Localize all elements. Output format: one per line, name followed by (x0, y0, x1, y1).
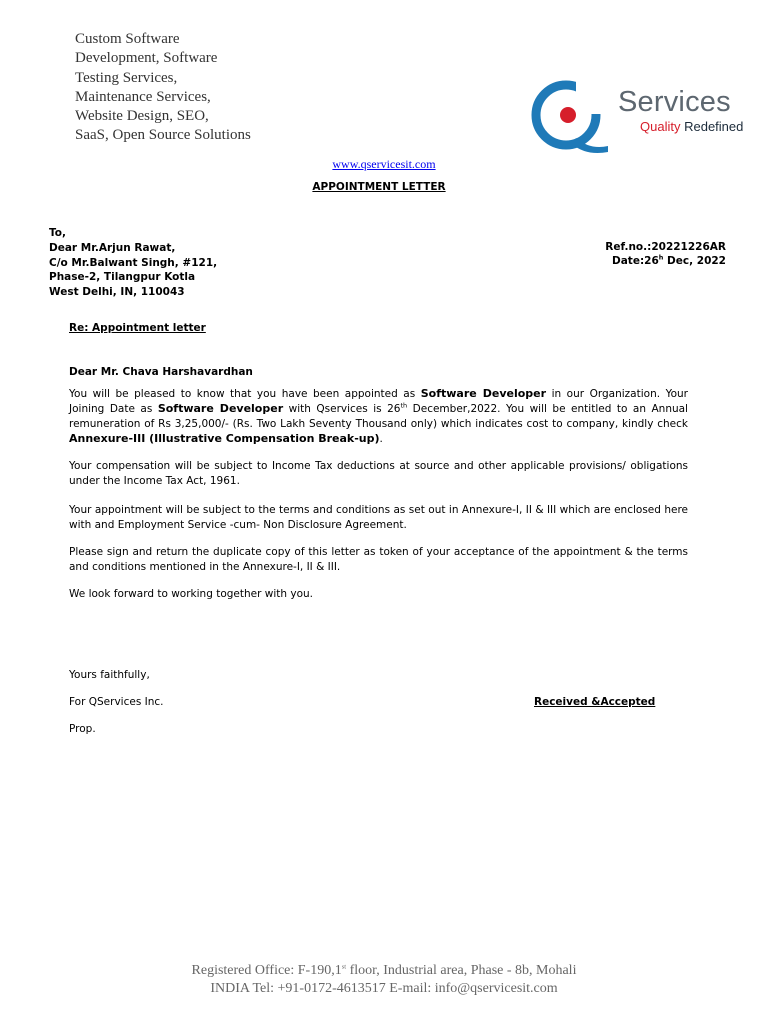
logo-tag-quality: Quality (640, 119, 681, 134)
body-paragraph-1 (69, 387, 688, 447)
recipient-address-line: Phase-2, Tilangpur Kotla (49, 271, 196, 283)
subject-line: Re: Appointment letter (69, 322, 206, 334)
body-paragraph-4: Please sign and return the duplicate copy of this letter as token of your acceptance of the appointment & the terms and conditions mentioned in the Annexure-I, II & III. (69, 546, 688, 573)
footer-sup: st (341, 963, 347, 971)
services-line: SaaS, Open Source Solutions (75, 127, 251, 144)
role-highlight: Software Developer (157, 401, 284, 415)
body-paragraph-2: Your compensation will be subject to Income Tax deductions at source and other applicable provisions/ obligations under the Income Tax Act, 1961. (69, 460, 688, 487)
role-highlight: Software Developer (420, 387, 547, 400)
body-paragraph-3: Your appointment will be subject to the terms and conditions as set out in Annexure-I, II & III which are enclosed here with and Employment Service -cum- Non Disclosure Agreement. (69, 504, 688, 531)
logo-tag-redefined: Redefined (684, 119, 744, 134)
ordinal-sup: th (400, 401, 408, 410)
footer-text: floor, Industrial area, Phase - 8b, Mohali (346, 963, 577, 978)
footer-line-1 (0, 962, 768, 980)
company-logo (528, 78, 758, 156)
text-run: December,2022. You will be entitled to an Annual remuneration of Rs 3,25,000/- (Rs. Two Lakh Seventy Thousand only) which indicates cost to company, kindly check (69, 402, 688, 430)
recipient-address-line: West Delhi, IN, 110043 (49, 286, 185, 298)
text-run: . (379, 432, 383, 445)
services-line: Maintenance Services, (75, 88, 211, 105)
text-run: You will be pleased to know that you have been appointed as (69, 388, 421, 400)
annexure-highlight: Annexure-III (Illustrative Compensation Break-up) (69, 431, 380, 445)
website-link[interactable]: www.qservicesit.com (332, 157, 436, 171)
footer-line-2: INDIA Tel: +91-0172-4613517 E-mail: info@qservicesit.com (210, 981, 558, 996)
services-line: Testing Services, (75, 69, 178, 86)
date-prefix: Date:26 (612, 255, 659, 267)
closing-company: For QServices Inc. (69, 696, 164, 708)
recipient-to: To, (49, 227, 66, 239)
logo-tagline (640, 119, 743, 134)
logo-wordmark: Services (618, 86, 731, 118)
footer-text: Registered Office: F-190,1 (191, 963, 342, 978)
text-run: in our Organization. Your Joining Date as (69, 388, 689, 415)
recipient-name: Dear Mr.Arjun Rawat, (49, 242, 176, 254)
letter-title: APPOINTMENT LETTER (312, 181, 446, 193)
recipient-address-line: C/o Mr.Balwant Singh, #121, (49, 257, 218, 269)
body-paragraph-5: We look forward to working together with you. (69, 588, 314, 600)
salutation: Dear Mr. Chava Harshavardhan (69, 366, 253, 378)
text-run: with Qservices is 26 (283, 402, 401, 415)
services-line: Custom Software (75, 31, 180, 47)
received-accepted: Received &Accepted (534, 696, 656, 708)
closing-prop: Prop. (69, 723, 96, 735)
q-circle-logo-icon (528, 78, 610, 156)
date-sup: h (658, 253, 664, 262)
date-suffix: Dec, 2022 (663, 255, 726, 267)
closing-yours: Yours faithfully, (69, 669, 150, 681)
footer (0, 962, 768, 996)
services-list (75, 30, 275, 144)
reference-number: Ref.no.:20221226AR (605, 241, 726, 253)
letter-date (612, 255, 726, 267)
services-line: Website Design, SEO, (75, 108, 209, 125)
services-line: Development, Software (75, 50, 218, 67)
